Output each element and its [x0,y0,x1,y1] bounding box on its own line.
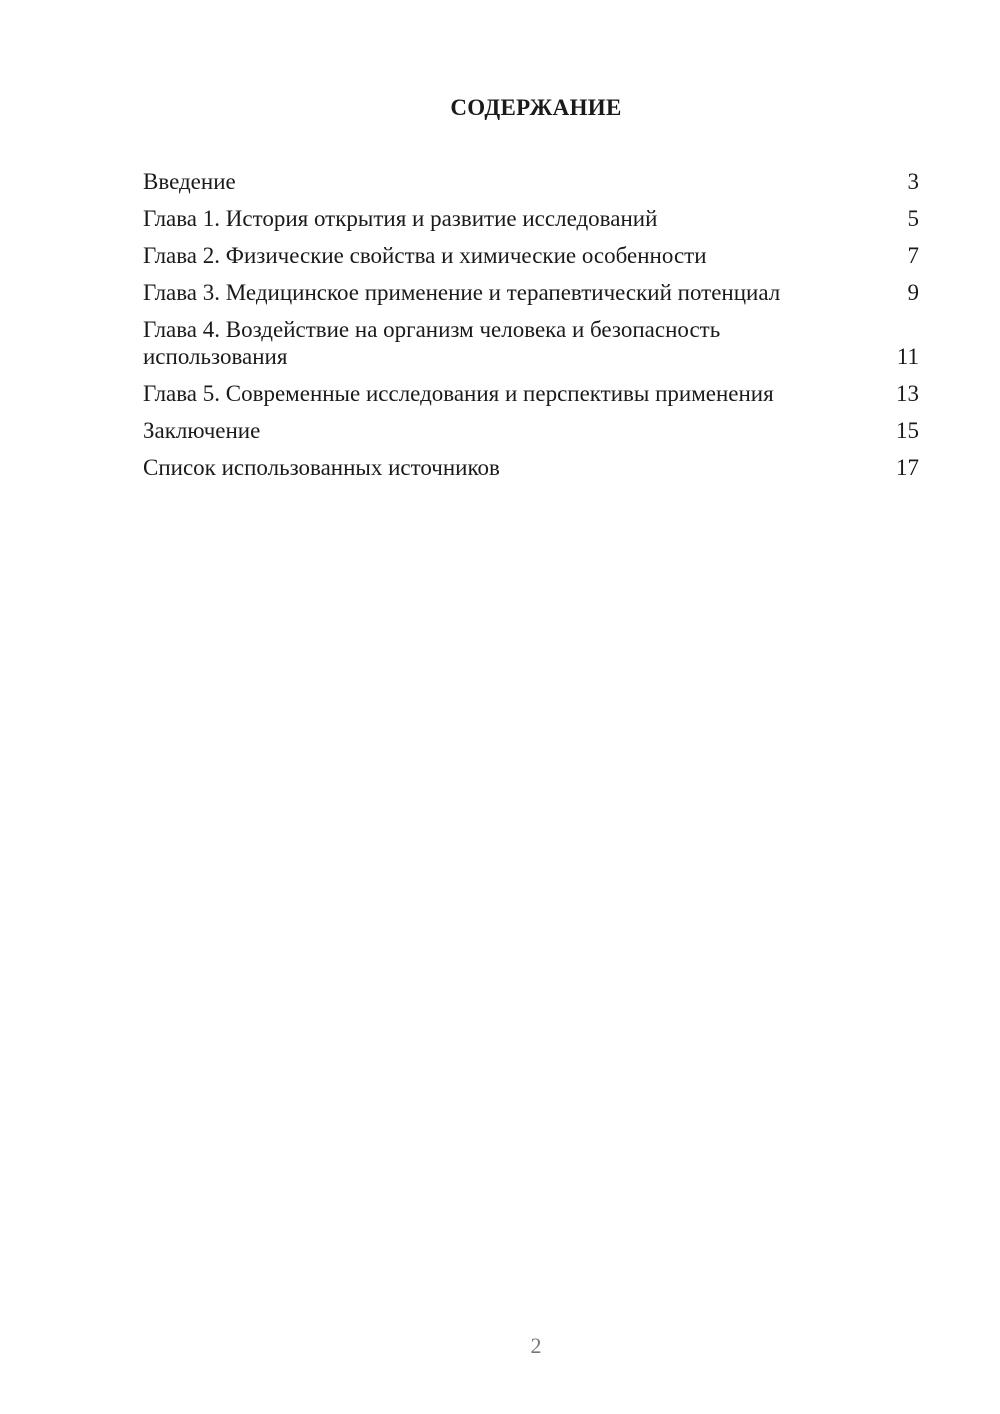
toc-entry-title: Глава 3. Медицинское применение и терапевтический потенциал [143,280,781,305]
toc-entry-title: Список использованных источников [143,455,500,480]
toc-entry-page-number: 3 [907,169,919,194]
page-title: СОДЕРЖАНИЕ [450,95,622,120]
toc-entry-title: Заключение [143,418,261,443]
toc-entry-page-number: 11 [896,344,919,369]
toc-entry-chapter-2[interactable] [143,242,919,269]
table-of-contents [143,168,919,491]
toc-entry-title: Глава 2. Физические свойства и химические особенности [143,243,707,268]
toc-entry-chapter-3[interactable] [143,279,919,306]
toc-entry-title: Глава 5. Современные исследования и перспективы применения [143,381,774,406]
toc-entry-page-number: 9 [907,280,919,305]
toc-entry-page-number: 17 [896,455,919,480]
toc-entry-title: Введение [143,169,236,194]
toc-entry-conclusion[interactable] [143,417,919,444]
toc-entry-chapter-4[interactable] [143,316,919,370]
page-number: 2 [530,1333,542,1358]
toc-entry-introduction[interactable] [143,168,919,195]
toc-entry-page-number: 5 [907,206,919,231]
toc-entry-page-number: 13 [896,381,919,406]
toc-entry-references[interactable] [143,454,919,481]
toc-entry-title: Глава 1. История открытия и развитие исследований [143,206,658,231]
toc-entry-page-number: 15 [896,418,919,443]
toc-entry-chapter-1[interactable] [143,205,919,232]
toc-entry-title: Глава 4. Воздействие на организм человека и безопасность использования [143,317,721,369]
toc-entry-page-number: 7 [907,243,919,268]
toc-entry-chapter-5[interactable] [143,380,919,407]
